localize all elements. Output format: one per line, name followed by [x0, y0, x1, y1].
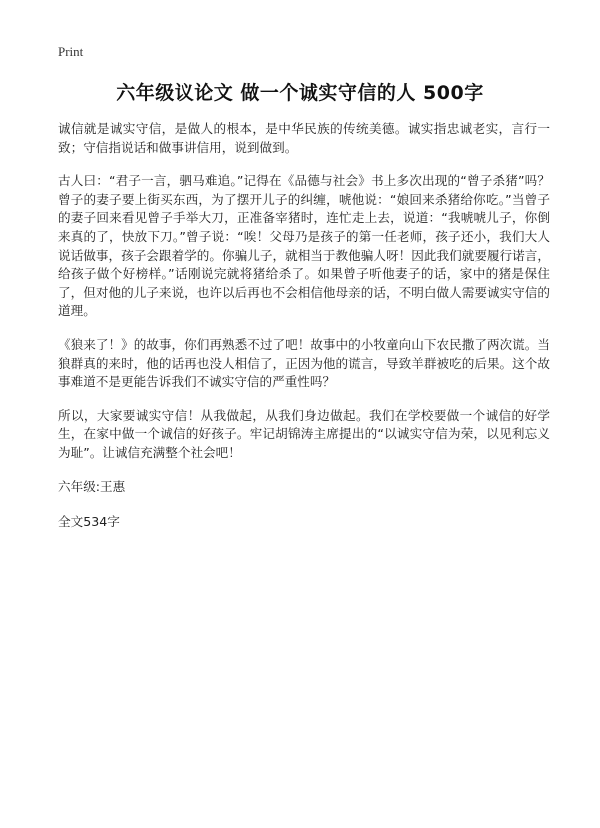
print-link[interactable]: Print [58, 44, 84, 59]
paragraph-wolf-story: 《狼来了！》的故事，你们再熟悉不过了吧！故事中的小牧童向山下农民撒了两次谎。当狼群真的来时，他的话再也没人相信了，正因为他的谎言，导致羊群被吃的后果。这个故事难道不是更能告诉我们不诚实守信的严重性吗？ [58, 336, 550, 390]
paragraph-zengzi-story: 古人曰：“君子一言，驷马难追。”记得在《品德与社会》书上多次出现的“曾子杀猪”吗？曾子的妻子要上街买东西，为了摆开儿子的纠缠，唬他说：“娘回来杀猪给你吃。”当曾子的妻子回来看见曾子手举大刀，正准备宰猪时，连忙走上去，说道：“我唬唬儿子，你倒来真的了，快放下刀。”曾子说：“唉！父母乃是孩子的第一任老师，孩子还小，我们大人说话做事，孩子会跟着学的。你骗儿子，就相当于教他骗人呀！因此我们就要履行诺言，给孩子做个好榜样。”话刚说完就将猪给杀了。如果曾子听他妻子的话，家中的猪是保住了，但对他的儿子来说，也许以后再也不会相信他母亲的话，不明白做人需要诚实守信的道理。 [58, 173, 550, 319]
paragraph-conclusion: 所以，大家要诚实守信！从我做起，从我们身边做起。我们在学校要做一个诚信的好学生，在家中做一个诚信的好孩子。牢记胡锦涛主席提出的“以诚实守信为荣，以见利忘义为耻”。让诚信充满整个社会吧！ [58, 407, 550, 460]
paragraph-intro: 诚信就是诚实守信，是做人的根本，是中华民族的传统美德。诚实指忠诚老实，言行一致；守信指说话和做事讲信用，说到做到。 [58, 121, 550, 155]
article-body [58, 120, 550, 549]
word-count: 全文534字 [58, 514, 120, 530]
article-title: 六年级议论文 做一个诚实守信的人 500字 [116, 82, 484, 104]
author-line: 六年级:王惠 [58, 478, 126, 494]
